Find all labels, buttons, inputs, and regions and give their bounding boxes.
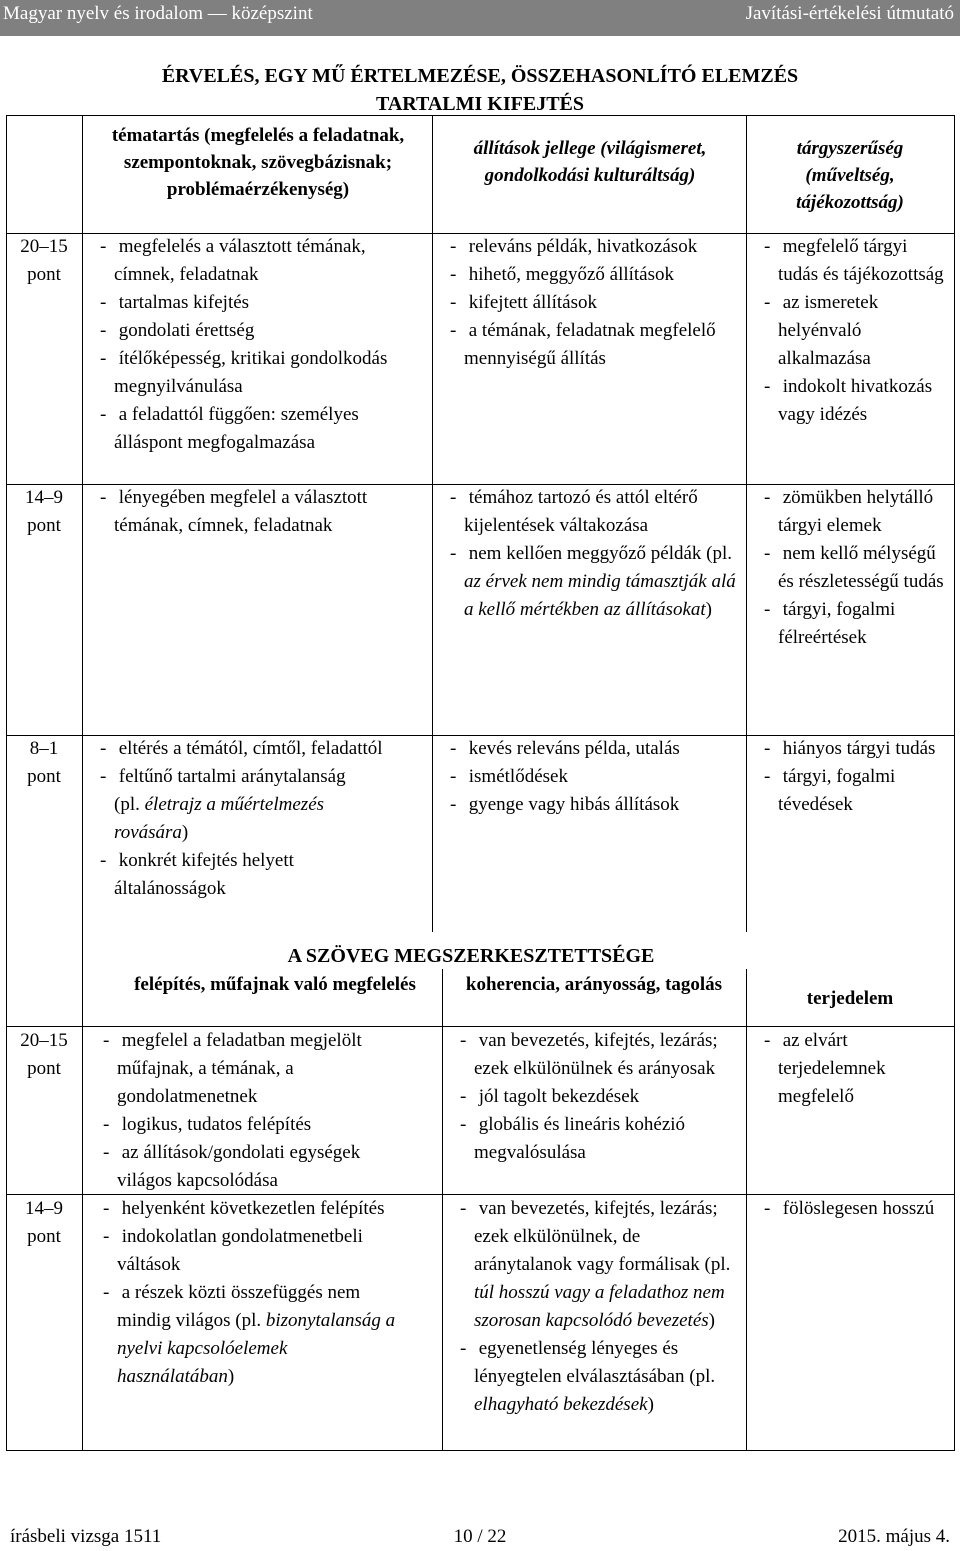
list-item: - indokolt hivatkozás vagy idézés [764,376,933,425]
section-subtitle: TARTALMI KIFEJTÉS [375,93,585,115]
list-item: - megfelelés a választott témának, címnek, feladatnak [100,236,366,285]
score-range-14-9: 14–9 pont [25,487,63,536]
list-item: - van bevezetés, kifejtés, lezárás; ezek elkülönülnek és arányosak [460,1030,718,1079]
list-item: - hihető, meggyőző állítások [450,264,675,285]
score-range-8-1: 8–1 pont [27,738,61,787]
header-topic-relevance: tématartás (megfelelés a feladatnak, szempontoknak, szövegbázisnak; problémaérzékenység) [111,125,405,200]
list-item: - a témának, feladatnak megfelelő mennyiségű állítás [450,320,716,369]
list-item: - az állítások/gondolati egységek világos kapcsolódása [103,1142,361,1191]
structure-list-14-9 [95,1195,405,1391]
list-item: - az ismeretek helyénvaló alkalmazása [764,292,879,369]
criteria-list-statements-20-15 [442,233,738,373]
list-item: - helyenként következetlen felépítés [103,1198,385,1219]
criteria-list-topic-14-9 [92,484,402,540]
list-item: - konkrét kifejtés helyett általánosságok [100,850,294,899]
coherence-list-14-9 [452,1195,742,1419]
criteria-list-statements-14-9 [442,484,738,624]
footer-exam-code: írásbeli vizsga 1511 [10,1526,162,1547]
list-item: - megfelel a feladatban megjelölt műfajnak, a témának, a gondolatmenetnek [103,1030,362,1107]
list-item: - gondolati érettség [100,320,255,341]
coherence-list-20-15 [452,1027,742,1167]
section-structure-title: A SZÖVEG MEGSZERKESZTETTSÉGE [287,945,655,967]
list-item: - feltűnő tartalmi aránytalanság (pl. életrajz a műértelmezés rovására) [100,766,346,843]
list-item: - hiányos tárgyi tudás [764,738,936,759]
list-item: - tartalmas kifejtés [100,292,250,313]
list-item: - nem kellő mélységű és részletességű tudás [764,543,944,592]
list-item: - kifejtett állítások [450,292,597,313]
criteria-list-statements-8-1 [442,735,738,819]
list-item: - lényegében megfelel a választott témának, címnek, feladatnak [100,487,368,536]
length-list-14-9 [756,1195,950,1223]
criteria-list-objectivity-14-9 [756,484,950,652]
list-item: - van bevezetés, kifejtés, lezárás; ezek elkülönülnek, de aránytalanok vagy formálisak (pl. túl hosszú vagy a feladathoz nem szorosan kapcsolódó bevezetés) [460,1198,731,1331]
list-item: - ismétlődések [450,766,568,787]
list-item: - zömükben helytálló tárgyi elemek [764,487,934,536]
footer-page-number: 10 / 22 [453,1526,507,1547]
score-range-20-15: 20–15 pont [20,236,68,285]
criteria-list-objectivity-8-1 [756,735,950,819]
header-objectivity: tárgyszerűség (műveltség, tájékozottság) [796,138,904,213]
criteria-list-topic-20-15 [92,233,428,457]
criteria-list-objectivity-20-15 [756,233,950,429]
list-item: - releváns példák, hivatkozások [450,236,698,257]
list-item: - kevés releváns példa, utalás [450,738,680,759]
header-coherence: koherencia, arányosság, tagolás [465,974,723,995]
criteria-list-topic-8-1 [92,735,392,903]
list-item: - megfelelő tárgyi tudás és tájékozottság [764,236,944,285]
header-length: terjedelem [806,988,894,1009]
list-item: - nem kellően meggyőző példák (pl. az érvek nem mindig támasztják alá a kellő mértékben az állításokat) [450,543,736,620]
structure-score-range-14-9: 14–9 pont [25,1198,63,1247]
list-item: - indokolatlan gondolatmenetbeli váltások [103,1226,363,1275]
list-item: - eltérés a témától, címtől, feladattól [100,738,383,759]
list-item: - az elvárt terjedelemnek megfelelő [764,1030,886,1107]
section-title: ÉRVELÉS, EGY MŰ ÉRTELMEZÉSE, ÖSSZEHASONLÍTÓ ELEMZÉS [161,65,799,87]
list-item: - logikus, tudatos felépítés [103,1114,312,1135]
list-item: - jól tagolt bekezdések [460,1086,640,1107]
list-item: - a részek közti összefüggés nem mindig világos (pl. bizonytalanság a nyelvi kapcsolóelemek használatában) [103,1282,396,1387]
footer-date: 2015. május 4. [838,1526,950,1547]
list-item: - tárgyi, fogalmi félreértések [764,599,896,648]
header-structure-genre: felépítés, műfajnak való megfelelés [134,974,416,995]
list-item: - ítélőképesség, kritikai gondolkodás megnyilvánulása [100,348,388,397]
list-item: - egyenetlenség lényeges és lényegtelen elválasztásában (pl. elhagyható bekezdések) [460,1338,716,1415]
length-list-20-15 [756,1027,950,1111]
header-doc-title: Javítási-értékelési útmutató [745,3,954,24]
structure-score-range-20-15: 20–15 pont [20,1030,68,1079]
list-item: - tárgyi, fogalmi tévedések [764,766,896,815]
header-statement-character: állítások jellege (világismeret, gondolkodási kulturáltság) [473,138,707,186]
list-item: - gyenge vagy hibás állítások [450,794,680,815]
page-header [0,0,960,36]
list-item: - témához tartozó és attól eltérő kijelentések váltakozása [450,487,698,536]
header-subject: Magyar nyelv és irodalom — középszint [3,3,313,24]
structure-list-20-15 [95,1027,415,1195]
list-item: - a feladattól függően: személyes álláspont megfogalmazása [100,404,359,453]
list-item: - fölöslegesen hosszú [764,1198,935,1219]
list-item: - globális és lineáris kohézió megvalósulása [460,1114,686,1163]
